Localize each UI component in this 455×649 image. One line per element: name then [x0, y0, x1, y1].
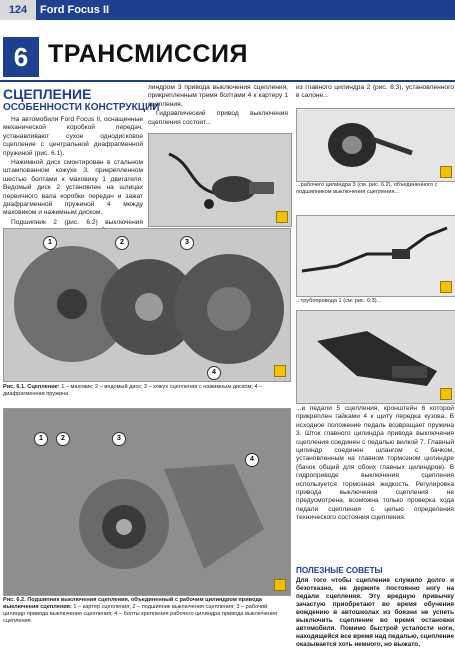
figure-6-1-callout-4: 4 — [207, 366, 221, 380]
master-cylinder-illustration — [149, 134, 291, 226]
figure-6-1-callout-3: 3 — [180, 236, 194, 250]
slave-cylinder-photo — [296, 108, 455, 182]
chapter-number: 6 — [3, 37, 39, 77]
right-text-column — [296, 84, 454, 108]
figure-6-2-callout-3: 3 — [112, 432, 126, 446]
pipeline-illustration — [297, 216, 455, 296]
slave-cylinder-illustration — [297, 109, 455, 181]
figure-6-2-caption-label: Рис. 6.2. Подшипник выключения сцепления, объединенный с рабочим цилиндром привода выключения сцепления: — [3, 597, 263, 610]
figure-6-1-caption-label: Рис. 6.1. Сцепление: — [3, 384, 60, 390]
wrench-icon — [274, 365, 286, 377]
paragraph: Подшипник 2 (рис. 6.2) выключения — [11, 218, 143, 226]
master-cylinder-photo — [148, 133, 292, 227]
page-number: 124 — [0, 0, 36, 20]
middle-text-column — [148, 84, 288, 134]
figure-6-1-caption — [3, 384, 289, 400]
paragraph: На автомобили Ford Focus II, оснащенные механической коробкой передач, устанавливают сухое однодисковое сцепление с центральной диафрагменной пружиной (рис. 6.1). — [3, 116, 143, 157]
section-title: СЦЕПЛЕНИЕ — [3, 86, 92, 102]
book-title: Ford Focus II — [40, 4, 110, 16]
wrench-icon — [276, 211, 288, 223]
chapter-title: ТРАНСМИССИЯ — [48, 40, 248, 68]
figure-6-2-callout-1: 1 — [34, 432, 48, 446]
figure-6-1-clutch-photo — [3, 228, 291, 382]
paragraph: ...и педали 5 сцепления, кронштейн 6 которой прикреплен гайками 4 к щиту передка кузова. В исходное положение педаль возвращает пружина 3. Шток главного цилиндра привода выключения сцепления соединен с педалью вилкой 7. Главный цилиндр соединен шлангом с бачком, установленным на главном тормозном цилиндре (бачок общий для обоих главных цилиндров). В гидроприводе выключения сцепления используется тормозная жидкость. Регулировка привода выключения сцепления не предусмотрена, возможна только проверка хода педали сцепления с целью определения технического состояния сцепления. — [296, 405, 454, 522]
figure-6-1-callout-1: 1 — [43, 236, 57, 250]
figure-6-2-caption-text: 1 – картер сцепления; 2 – подшипник выключения сцепления; 3 – рабочий цилиндр привода выключения сцепления; 4 – болты крепления рабочего цилиндра привода выключения сцепления — [3, 604, 278, 624]
wrench-icon — [274, 579, 286, 591]
paragraph: Гидравлический привод выключения сцепления состоит... — [148, 110, 288, 126]
left-text-column — [3, 116, 143, 224]
wrench-icon — [440, 166, 452, 178]
paragraph: из главного цилиндра 2 (рис. 6.3), установленного в салоне... — [296, 84, 454, 100]
chapter-divider — [0, 80, 455, 82]
figure-6-1-caption-text: 1 – маховик; 2 – ведомый диск; 3 – кожух сцепления с нажимным диском; 4 – диафрагменная пружина — [3, 384, 263, 397]
pedal-illustration — [297, 311, 455, 403]
figure-6-2-caption — [3, 597, 289, 637]
pipeline-photo — [296, 215, 455, 297]
clutch-illustration — [4, 229, 290, 381]
useful-tips-title: ПОЛЕЗНЫЕ СОВЕТЫ — [296, 566, 383, 575]
lower-right-text-column — [296, 405, 454, 565]
section-subtitle: ОСОБЕННОСТИ КОНСТРУКЦИИ — [3, 102, 160, 113]
figure-6-2-callout-4: 4 — [245, 453, 259, 467]
pipeline-caption: ...трубопровода 1 (см. рис. 6.3)... — [296, 298, 382, 304]
useful-tips-text: Для того чтобы сцепление служило долго и безотказно, не держите постоянно ногу на педали сцепления. Эту вредную привычку зачастую приобретают во время обучения вождению в автошколах из боязни не успеть выключить сцепление во время остановки автомобиля. Помимо быстрой усталости ноги, находящейся все время над педалью, сцепление оказывается хоть немного, но выжато, — [296, 577, 454, 648]
paragraph: линдром 3 привода выключения сцепления, прикрепленным тремя болтами 4 к картеру 1 сцепления. — [148, 84, 288, 108]
pedal-photo — [296, 310, 455, 404]
figure-6-2-callout-2: 2 — [56, 432, 70, 446]
useful-tips-box — [296, 566, 454, 648]
wrench-icon — [440, 388, 452, 400]
slave-cylinder-caption: ...рабочего цилиндра 3 (см. рис. 6.2), объединенного с подшипником выключения сцепления... — [296, 182, 438, 195]
figure-6-1-callout-2: 2 — [115, 236, 129, 250]
paragraph: Нажимной диск смонтирован в стальном штампованном кожухе 3, прикрепленном шестью болтами к маховику 1 двигателя. Ведомый диск 2 установлен на шлицах первичного вала коробки передач и зажат диафрагменной пружиной 4 между маховиком и нажимным диском. — [3, 159, 143, 217]
wrench-icon — [440, 281, 452, 293]
